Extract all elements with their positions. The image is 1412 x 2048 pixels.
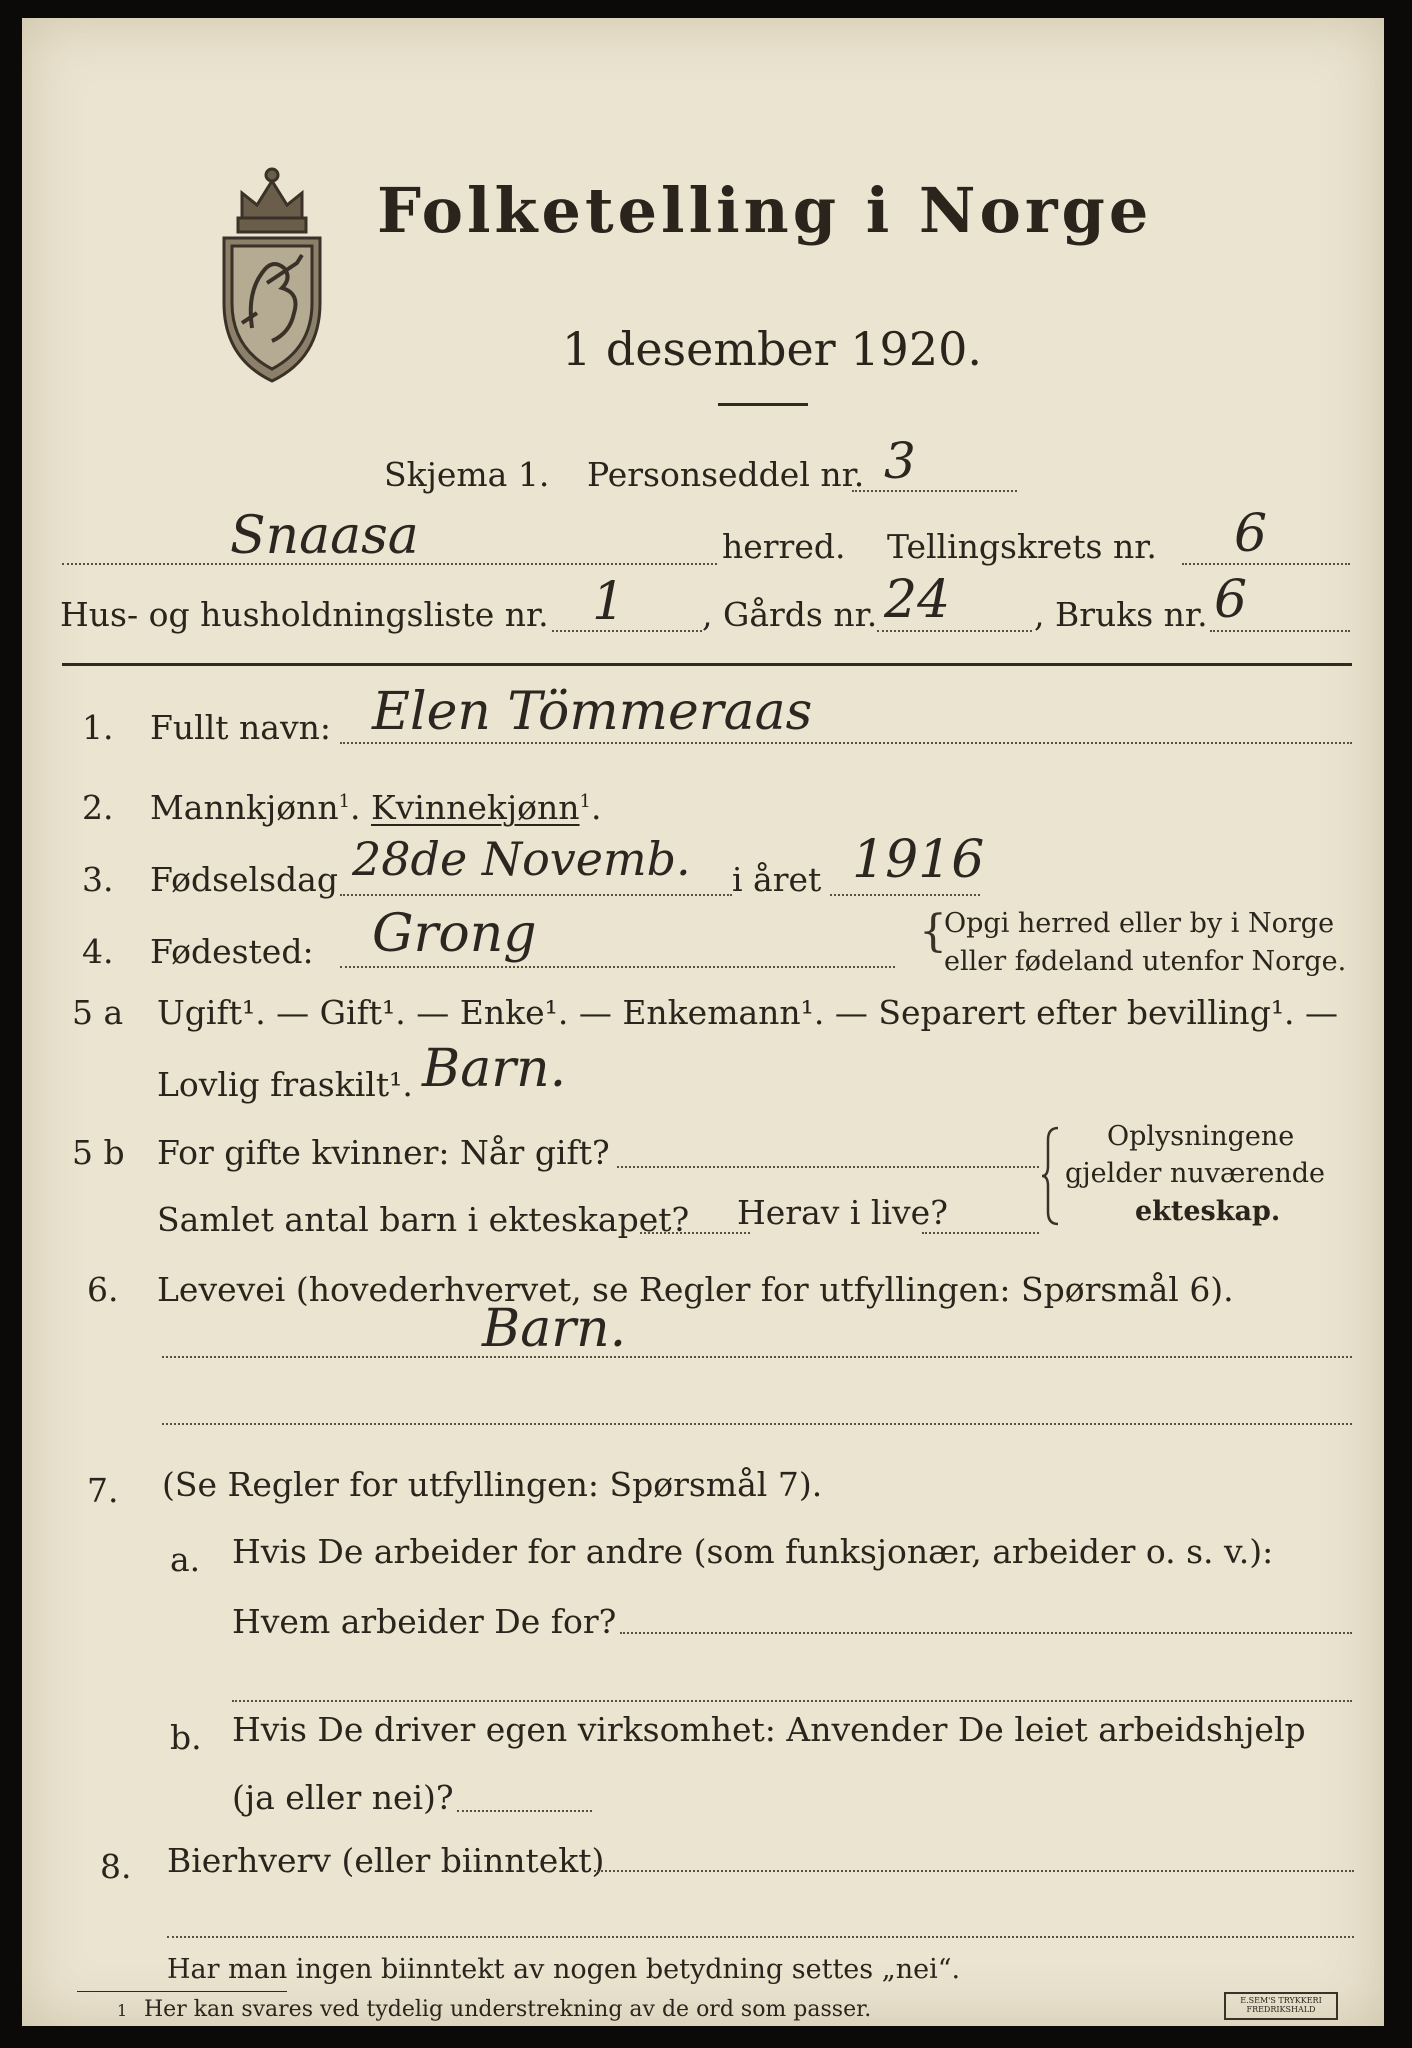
gards-line [877, 630, 1032, 632]
q6-line-1 [162, 1356, 1352, 1358]
footnote-text: Her kan svares ved tydelig understrekning av de ord som passer. [144, 1997, 872, 2022]
personseddel-label: Personseddel nr. [587, 455, 865, 494]
q3-year-value: 1916 [852, 830, 985, 890]
footnote-rule [77, 1991, 287, 1992]
q5b-alive-label: Herav i live? [737, 1193, 948, 1232]
q5b-line1-label: For gifte kvinner: Når gift? [157, 1133, 610, 1172]
q5b-note-line3: ekteskap. [1135, 1196, 1281, 1227]
q3-number: 3. [82, 860, 114, 899]
personseddel-line [852, 490, 1017, 492]
q5a-marital-value: Barn. [422, 1039, 567, 1099]
q7a-line2-label: Hvem arbeider De for? [232, 1602, 617, 1641]
gards-value: 24 [884, 570, 951, 630]
q5b-number: 5 b [72, 1133, 125, 1172]
q5b-children-line [640, 1232, 750, 1234]
header-separator-rule [62, 663, 1352, 666]
title-divider [718, 403, 808, 406]
husliste-label: Hus- og husholdningsliste nr. [60, 595, 549, 634]
q1-line [340, 742, 1352, 744]
q2-sex-options [150, 788, 602, 827]
q7a-employer-line [620, 1632, 1352, 1634]
husliste-value: 1 [592, 572, 626, 632]
q6-line-2 [162, 1423, 1352, 1425]
q7b-letter: b. [170, 1718, 202, 1757]
printer-stamp-line1: E.SEM'S TRYKKERI [1240, 1996, 1322, 2005]
q3-year-line [830, 894, 980, 896]
q2-number: 2. [82, 788, 114, 827]
husliste-line [552, 630, 702, 632]
footnote-number: 1 [117, 2001, 128, 2020]
q5b-note-line1: Oplysningene [1107, 1121, 1295, 1152]
q2-female-option-underlined: Kvinnekjønn [371, 788, 580, 827]
q8-note: Har man ingen biinntekt av nogen betydning settes „nei“. [167, 1954, 961, 1985]
q6-number: 6. [87, 1270, 119, 1309]
bruks-value: 6 [1214, 570, 1248, 630]
q5a-number: 5 a [72, 993, 124, 1032]
q4-number: 4. [82, 932, 114, 971]
census-date: 1 desember 1920. [562, 322, 982, 376]
q7-label: (Se Regler for utfyllingen: Spørsmål 7). [162, 1465, 823, 1504]
tellingskrets-label: Tellingskrets nr. [887, 527, 1157, 566]
tellingskrets-value: 6 [1234, 504, 1268, 564]
q5a-marital-options: Ugift¹. — Gift¹. — Enke¹. — Enkemann¹. — Separert efter bevilling¹. — [157, 993, 1339, 1032]
q4-birthplace-value: Grong [372, 904, 537, 964]
herred-value: Snaasa [230, 506, 419, 566]
bruks-line [1210, 630, 1350, 632]
q3-label: Fødselsdag [150, 860, 338, 899]
bruks-label: , Bruks nr. [1034, 595, 1208, 634]
q1-full-name-value: Elen Tömmeraas [372, 682, 813, 742]
q7-number: 7. [87, 1471, 119, 1510]
gards-label: , Gårds nr. [702, 595, 878, 634]
census-form-sheet [22, 18, 1384, 2026]
q6-occupation-value: Barn. [482, 1299, 627, 1359]
q8-line-1 [594, 1870, 1354, 1872]
q7a-extra-line [232, 1700, 1352, 1702]
q5a-line2-label: Lovlig fraskilt¹. [157, 1065, 413, 1104]
q7b-answer-line [457, 1810, 592, 1812]
q2-footnote-mark-2: 1 [579, 791, 591, 812]
printer-stamp-line2: FREDRIKSHALD [1246, 2004, 1316, 2014]
personseddel-value: 3 [884, 432, 916, 490]
q3-year-label: i året [732, 860, 822, 899]
q7a-letter: a. [170, 1540, 201, 1579]
q3-date-line [340, 894, 732, 896]
q4-label: Fødested: [150, 932, 314, 971]
q7b-line1: Hvis De driver egen virksomhet: Anvender De leiet arbeidshjelp [232, 1710, 1306, 1749]
q2-footnote-mark-1: 1 [338, 791, 351, 812]
q7a-line1: Hvis De arbeider for andre (som funksjonær, arbeider o. s. v.): [232, 1532, 1274, 1571]
herred-label: herred. [722, 527, 846, 566]
q4-note-brace: { [919, 906, 947, 957]
q1-label: Fullt navn: [150, 708, 331, 747]
q6-label: Levevei (hovederhvervet, se Regler for utfyllingen: Spørsmål 6). [157, 1270, 1234, 1309]
q4-line [340, 966, 895, 968]
q5b-alive-line [922, 1232, 1039, 1234]
norwegian-coat-of-arms-icon [212, 163, 332, 388]
q2-end: . [590, 788, 602, 827]
q1-number: 1. [82, 708, 114, 747]
q7b-line2-label: (ja eller nei)? [232, 1778, 454, 1817]
q8-line-2 [167, 1936, 1354, 1938]
printer-stamp [1224, 1992, 1338, 2020]
q5b-note-brace [1042, 1126, 1062, 1230]
q2-separator: . [350, 788, 372, 827]
form-title: Folketelling i Norge [377, 174, 1153, 247]
q8-number: 8. [100, 1847, 132, 1886]
q3-birthday-value: 28de Novemb. [352, 832, 691, 886]
q5b-note-line2: gjelder nuværende [1065, 1158, 1325, 1189]
q4-note-line1: Opgi herred eller by i Norge [944, 908, 1335, 939]
q5b-when-married-line [617, 1166, 1039, 1168]
skjema-label: Skjema 1. [384, 455, 550, 494]
q4-note-line2: eller fødeland utenfor Norge. [944, 946, 1347, 977]
q2-male-option: Mannkjønn [150, 788, 339, 827]
q5b-children-label: Samlet antal barn i ekteskapet? [157, 1200, 690, 1239]
q8-label: Bierhverv (eller biinntekt) [167, 1841, 605, 1880]
